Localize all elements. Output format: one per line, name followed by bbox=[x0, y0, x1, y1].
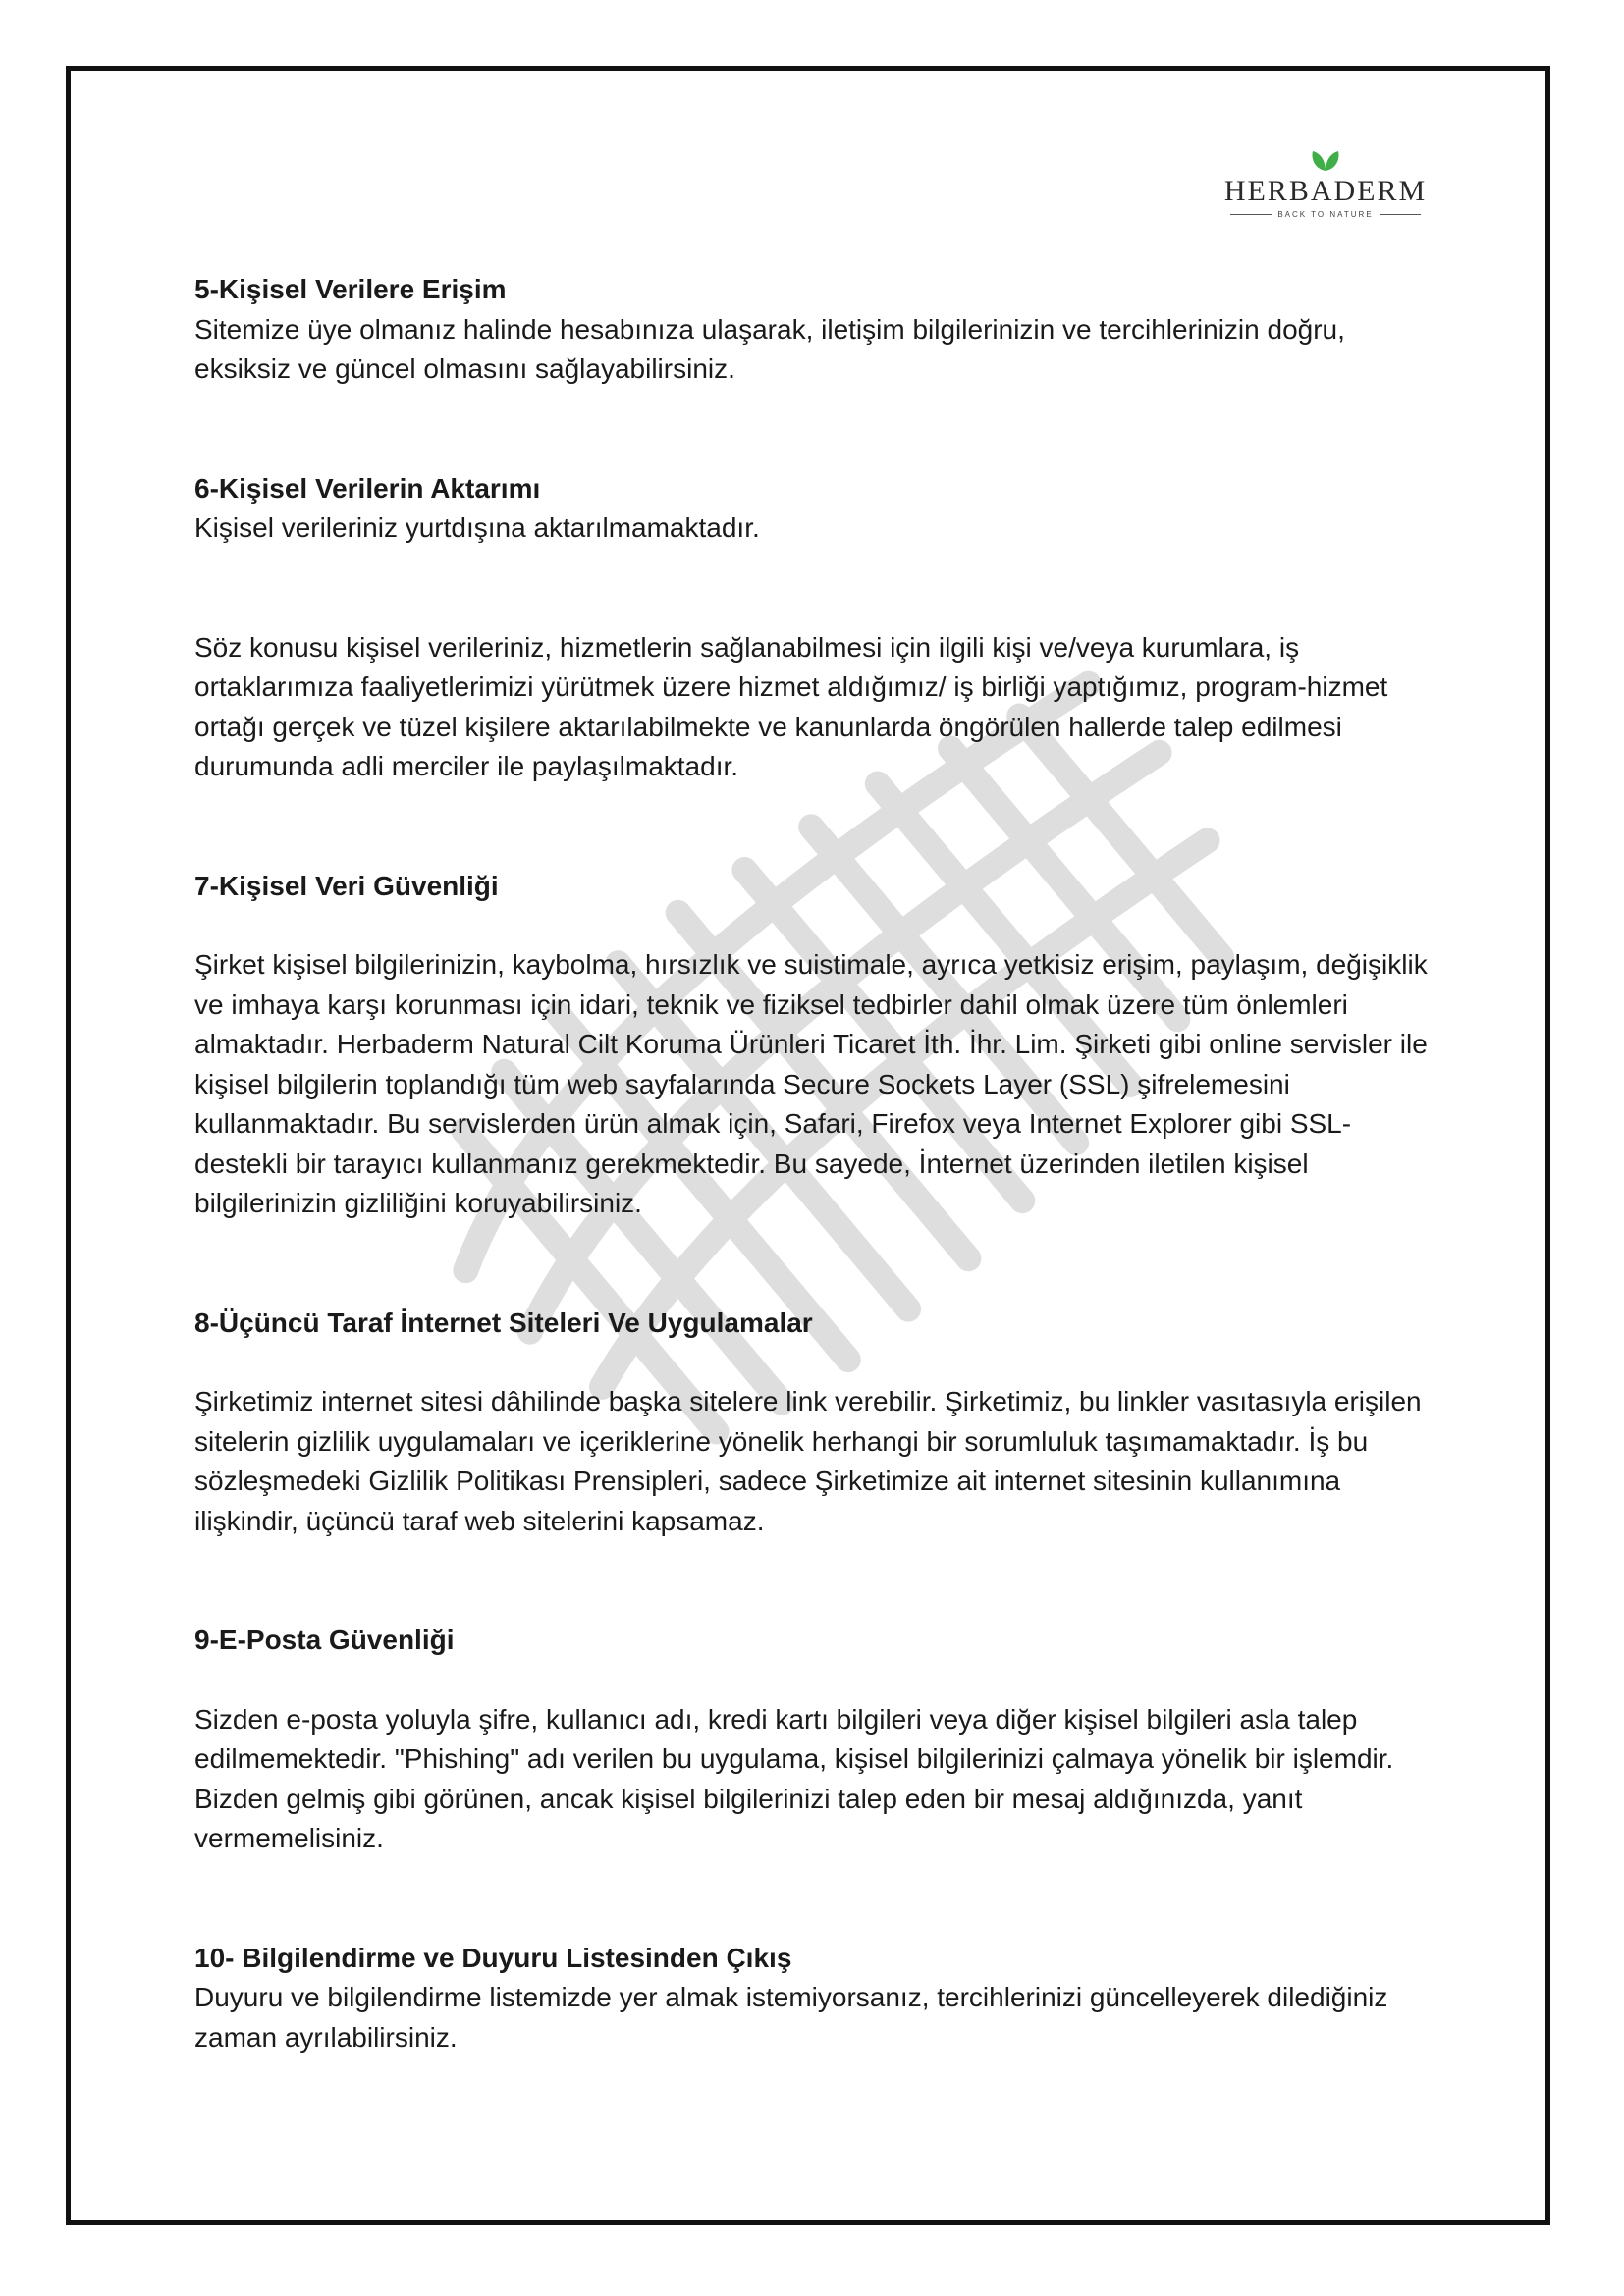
section-10-text: Duyuru ve bilgilendirme listemizde yer almak istemiyorsanız, tercihlerinizi güncelleyerek dilediğiniz zaman ayrılabilirsiniz. bbox=[194, 1982, 1388, 2053]
section-9-heading: 9-E-Posta Güvenliği bbox=[194, 1625, 455, 1655]
logo-tagline-row bbox=[1222, 210, 1429, 219]
herbaderm-logo bbox=[1222, 147, 1429, 219]
section-5-text: Sitemize üye olmanız halinde hesabınıza ulaşarak, iletişim bilgilerinizin ve tercihlerinizin doğru, eksiksiz ve güncel olmasını sağlayabilirsiniz. bbox=[194, 313, 1345, 384]
logo-rule-left bbox=[1230, 214, 1272, 215]
section-7-text: Şirket kişisel bilgilerinizin, kaybolma, hırsızlık ve suistimale, ayrıca yetkisiz erişim, paylaşım, değişiklik ve imhaya karşı korunması için idari, teknik ve fiziksel tedbirler dahil olmak üzere tüm önlemleri almaktadır. Herbaderm Natural Cilt Koruma Ürünleri Ticaret İth. İhr. Lim. Şirketi gibi online servisler ile kişisel bilgilerin toplandığı tüm web sayfalarında Secure Sockets Layer (SSL) şifrelemesini kullanmaktadır. Bu servislerden ürün almak için, Safari, Firefox veya Internet Explorer gibi SSL-destekli bir tarayıcı kullanmanız gerekmektedir. Bu sayede, İnternet üzerinden iletilen kişisel bilgilerinizin gizliliğini koruyabilirsiniz. bbox=[194, 949, 1428, 1218]
section-5-heading: 5-Kişisel Verilere Erişim bbox=[194, 274, 507, 304]
section-6-text-2: Söz konusu kişisel verileriniz, hizmetlerin sağlanabilmesi için ilgili kişi ve/veya kurumlara, iş ortaklarımıza faaliyetlerimizi yürütmek üzere hizmet aldığımız/ iş birliği yaptığımız, program-hizmet ortağı gerçek ve tüzel kişilere aktarılabilmekte ve kanunlarda öngörülen hallerde talep edilmesi durumunda adli merciler ile paylaşılmaktadır. bbox=[194, 631, 1388, 781]
logo-rule-right bbox=[1380, 214, 1421, 215]
section-7-heading: 7-Kişisel Veri Güvenliği bbox=[194, 870, 499, 901]
document-body bbox=[194, 270, 1441, 2057]
section-10-heading: 10- Bilgilendirme ve Duyuru Listesinden Çıkış bbox=[194, 1942, 792, 1973]
section-6-heading: 6-Kişisel Verilerin Aktarımı bbox=[194, 472, 541, 504]
section-9-text: Sizden e-posta yoluyla şifre, kullanıcı adı, kredi kartı bilgileri veya diğer kişisel bilgileri asla talep edilmemektedir. "Phishing" adı verilen bu uygulama, kişisel bilgilerinizi çalmaya yönelik bir işlemdir. Bizden gelmiş gibi görünen, ancak kişisel bilgilerinizi talep eden bir mesaj aldığınızda, yanıt vermemelisiniz. bbox=[194, 1703, 1394, 1853]
logo-wordmark: HERBADERM bbox=[1223, 175, 1428, 207]
leaf-icon bbox=[1309, 147, 1342, 173]
section-8-text: Şirketimiz internet sitesi dâhilinde başka sitelere link verebilir. Şirketimiz, bu linkler vasıtasıyla erişilen sitelerin gizlilik uygulamaları ve içeriklerine yönelik herhangi bir sorumluluk taşımamaktadır. İş bu sözleşmedeki Gizlilik Politikası Prensipleri, sadece Şirketimize ait internet sitesinin kullanımına ilişkindir, üçüncü taraf web sitelerini kapsamaz. bbox=[194, 1386, 1422, 1536]
section-8-heading: 8-Üçüncü Taraf İnternet Siteleri Ve Uygulamalar bbox=[194, 1307, 813, 1338]
section-6-text: Kişisel verileriniz yurtdışına aktarılmamaktadır. bbox=[194, 512, 760, 543]
logo-tagline: BACK TO NATURE bbox=[1277, 210, 1374, 219]
